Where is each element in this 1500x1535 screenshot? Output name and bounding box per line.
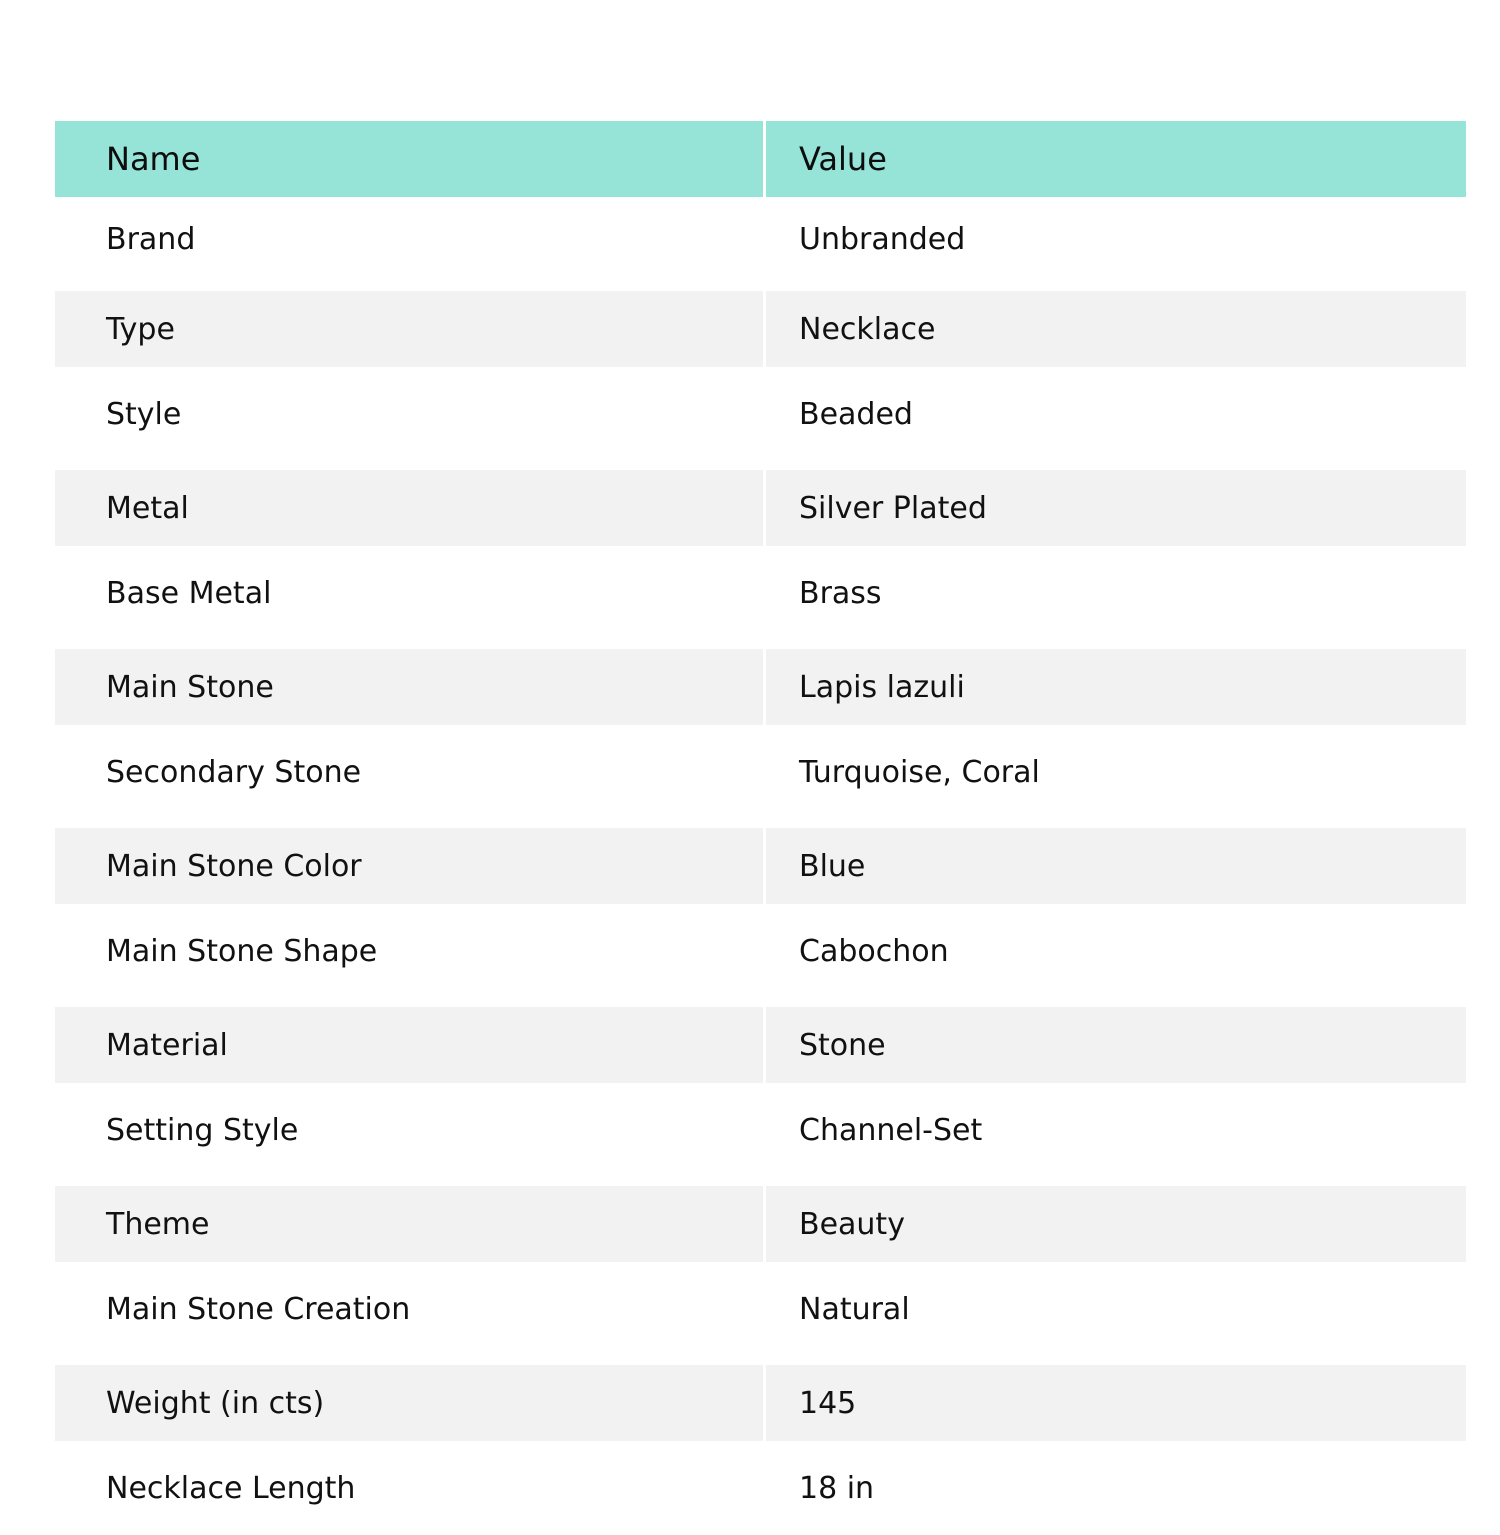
- row-value-cell: Unbranded: [799, 222, 966, 257]
- row-name-cell: Main Stone: [55, 649, 766, 725]
- item-specifics-table: [55, 121, 1466, 1535]
- table-row: [55, 1262, 1466, 1356]
- row-value-cell: Natural: [799, 1291, 910, 1327]
- row-name-cell: Setting Style: [106, 1112, 299, 1148]
- table-row: [55, 1007, 1466, 1083]
- table-row: [55, 1186, 1466, 1262]
- row-value-cell: Beaded: [799, 396, 913, 432]
- row-name-cell: Type: [55, 291, 766, 367]
- table-body: [55, 197, 1466, 1535]
- row-name-cell: Base Metal: [106, 575, 272, 611]
- row-value-cell: Brass: [799, 575, 882, 611]
- row-name-cell: Weight (in cts): [55, 1365, 766, 1441]
- row-name-cell: Necklace Length: [106, 1470, 356, 1506]
- row-name-cell: Main Stone Shape: [106, 933, 378, 969]
- row-value-cell: Stone: [799, 1027, 886, 1063]
- table-row: [55, 1083, 1466, 1177]
- row-value-cell: Blue: [799, 848, 866, 884]
- row-value-cell: Channel-Set: [799, 1112, 983, 1148]
- table-header-row: [55, 121, 1466, 197]
- table-row: [55, 367, 1466, 461]
- row-name-cell: Secondary Stone: [106, 754, 362, 790]
- table-row: [55, 1441, 1466, 1535]
- row-name-cell: Material: [55, 1007, 766, 1083]
- row-name-cell: Style: [106, 396, 182, 432]
- row-value-cell: Silver Plated: [799, 490, 987, 526]
- row-value-cell: Necklace: [799, 311, 936, 347]
- row-value-cell: Beauty: [799, 1206, 905, 1242]
- row-value-cell: Turquoise, Coral: [799, 754, 1040, 790]
- row-name-cell: Brand: [106, 222, 196, 257]
- table-row: [55, 828, 1466, 904]
- row-name-cell: Metal: [55, 470, 766, 546]
- table-row: [55, 1365, 1466, 1441]
- table-row: [55, 470, 1466, 546]
- row-value-cell: Cabochon: [799, 933, 949, 969]
- table-row: [55, 291, 1466, 367]
- table-row: [55, 197, 1466, 282]
- row-name-cell: Main Stone Color: [55, 828, 766, 904]
- column-header-value: Value: [799, 140, 887, 178]
- row-value-cell: 145: [799, 1385, 857, 1421]
- row-name-cell: Main Stone Creation: [106, 1291, 411, 1327]
- table-row: [55, 546, 1466, 640]
- row-value-cell: 18 in: [799, 1470, 875, 1506]
- row-name-cell: Theme: [55, 1186, 766, 1262]
- table-row: [55, 725, 1466, 819]
- row-value-cell: Lapis lazuli: [799, 669, 965, 705]
- column-header-name: Name: [55, 121, 766, 197]
- table-row: [55, 904, 1466, 998]
- table-row: [55, 649, 1466, 725]
